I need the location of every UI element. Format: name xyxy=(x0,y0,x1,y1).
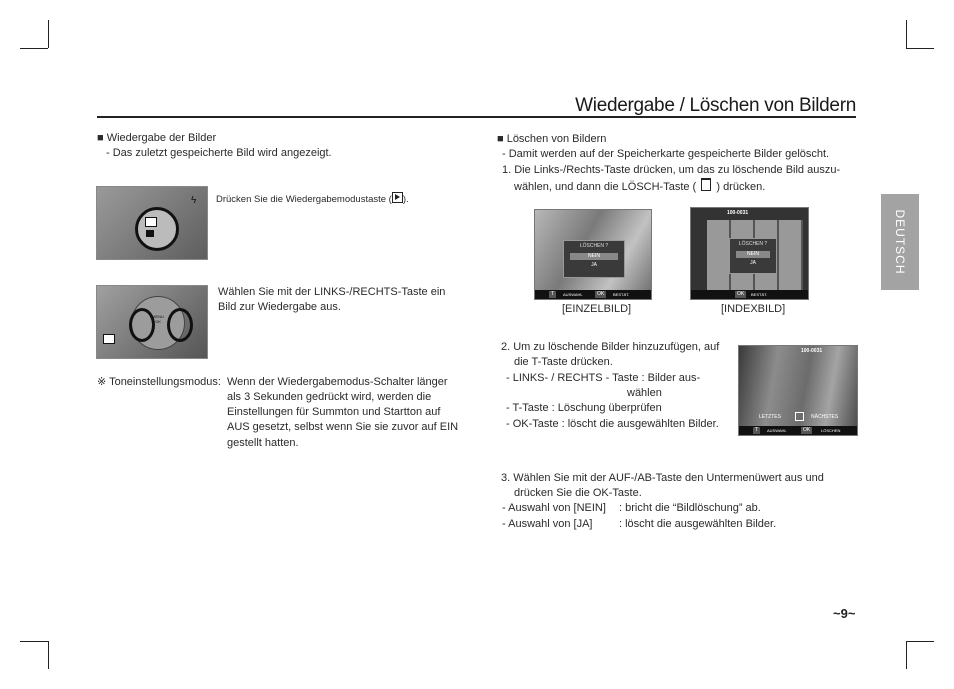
step2-line: die T-Taste drücken. xyxy=(514,356,613,368)
trash-icon xyxy=(701,178,711,191)
bestat-label: BESTÄT. xyxy=(613,292,630,297)
t-tag: T xyxy=(551,291,555,297)
file-number: 100-0031 xyxy=(727,210,749,216)
page-number: ~9~ xyxy=(833,606,856,621)
play-icon xyxy=(145,217,157,227)
title-rule xyxy=(97,116,856,118)
left-heading-sub: - Das zuletzt gespeicherte Bild wird angezeigt. xyxy=(106,147,332,159)
delete-dialog xyxy=(729,238,777,274)
caption-single: [EINZELBILD] xyxy=(562,303,632,315)
step3-line: drücken Sie die OK-Taste. xyxy=(514,487,642,499)
step3-value: : löscht die ausgewählten Bilder. xyxy=(619,518,777,530)
page-title: Wiedergabe / Löschen von Bildern xyxy=(575,95,856,116)
check-icon xyxy=(795,412,804,421)
osd-bar xyxy=(535,290,651,299)
right-line-delete: wählen, und dann die LÖSCH-Taste ( ) drücken. xyxy=(514,178,765,195)
play-switch xyxy=(103,334,115,344)
option-yes[interactable]: JA xyxy=(591,262,597,268)
note-line: Wenn der Wiedergabemodus-Schalter länger xyxy=(227,376,448,388)
step2-line: - T-Taste : Löschung überprüfen xyxy=(506,402,662,414)
step3-label: - Auswahl von [JA] xyxy=(502,518,593,530)
language-tab xyxy=(881,194,919,290)
dial-right-highlight xyxy=(167,308,193,342)
index-screen xyxy=(690,207,809,300)
dialog-question: LÖSCHEN ? xyxy=(579,243,609,249)
prev-label: LETZTES xyxy=(759,414,781,420)
dialog-question: LÖSCHEN ? xyxy=(738,241,768,247)
right-line: 1. Die Links-/Rechts-Taste drücken, um das zu löschende Bild auszu- xyxy=(502,164,841,176)
left-heading: ■ Wiedergabe der Bilder xyxy=(97,132,217,144)
crop-mark-br-h xyxy=(906,641,934,642)
note-label: ※ Toneinstellungsmodus: xyxy=(97,376,221,388)
crop-mark-tr-v xyxy=(906,20,907,48)
step2-line: wählen xyxy=(627,387,662,399)
left-step1: Drücken Sie die Wiedergabemodustaste ( ). xyxy=(216,194,409,205)
step3-line: 3. Wählen Sie mit der AUF-/AB-Taste den Untermenüwert aus und xyxy=(501,472,824,484)
file-number: 100-0031 xyxy=(801,348,823,354)
delete-dialog xyxy=(563,240,625,278)
crop-mark-br-v xyxy=(906,641,907,669)
mode-switch-highlight xyxy=(135,207,179,251)
option-yes[interactable]: JA xyxy=(750,260,756,266)
camera-mode-button-image xyxy=(96,186,208,260)
crop-mark-bl-v xyxy=(48,641,49,669)
osd-bar xyxy=(739,426,857,435)
left-step2-line2: Bild zur Wiedergabe aus. xyxy=(218,301,341,313)
step2-line: 2. Um zu löschende Bilder hinzuzufügen, auf xyxy=(501,341,720,353)
ok-tag: OK xyxy=(597,291,605,297)
ok-tag: OK xyxy=(737,291,745,297)
auswahl-label: AUSWAHL xyxy=(563,292,583,297)
right-heading: ■ Löschen von Bildern xyxy=(497,133,607,145)
step3-label: - Auswahl von [NEIN] xyxy=(502,502,606,514)
osd-bar xyxy=(691,290,808,299)
next-label: NÄCHSTES xyxy=(811,414,839,420)
step2-line: - OK-Taste : löscht die ausgewählten Bilder. xyxy=(506,418,719,430)
note-line: AUS gesetzt, selbst wenn Sie sie zuvor auf EIN xyxy=(227,421,459,433)
right-line: - Damit werden auf der Speicherkarte gespeicherte Bilder gelöscht. xyxy=(502,148,830,160)
step2-line: - LINKS- / RECHTS - Taste : Bilder aus- xyxy=(506,372,701,384)
crop-mark-tl-h xyxy=(20,48,48,49)
play-mode-icon xyxy=(392,192,403,203)
auswahl-label: AUSWAHL xyxy=(767,428,787,433)
left-step2-line1: Wählen Sie mit der LINKS-/RECHTS-Taste ein xyxy=(218,286,446,298)
note-line: gestellt hatten. xyxy=(227,437,299,449)
t-tag: T xyxy=(755,427,759,433)
flash-icon: ϟ xyxy=(191,195,197,206)
crop-mark-bl-h xyxy=(20,641,48,642)
menu-ok-button: MENU OK xyxy=(152,314,164,324)
single-image-screen xyxy=(534,209,652,300)
print-icon xyxy=(146,230,154,237)
option-no[interactable]: NEIN xyxy=(736,251,770,258)
bestat-label: BESTÄT. xyxy=(751,292,768,297)
crop-mark-tr-h xyxy=(906,48,934,49)
note-line: Einstellungen für Summton und Startton auf xyxy=(227,406,441,418)
camera-dial-image xyxy=(96,285,208,359)
caption-index: [INDEXBILD] xyxy=(721,303,786,315)
step3-value: : bricht die “Bildlöschung” ab. xyxy=(619,502,761,514)
multi-select-screen xyxy=(738,345,858,436)
language-tab-label: DEUTSCH xyxy=(893,209,907,275)
loschen-label: LÖSCHEN xyxy=(821,428,841,433)
ok-tag: OK xyxy=(803,427,811,433)
crop-mark-tl-v xyxy=(48,20,49,48)
note-line: als 3 Sekunden gedrückt wird, werden die xyxy=(227,391,432,403)
option-no[interactable]: NEIN xyxy=(570,253,618,260)
